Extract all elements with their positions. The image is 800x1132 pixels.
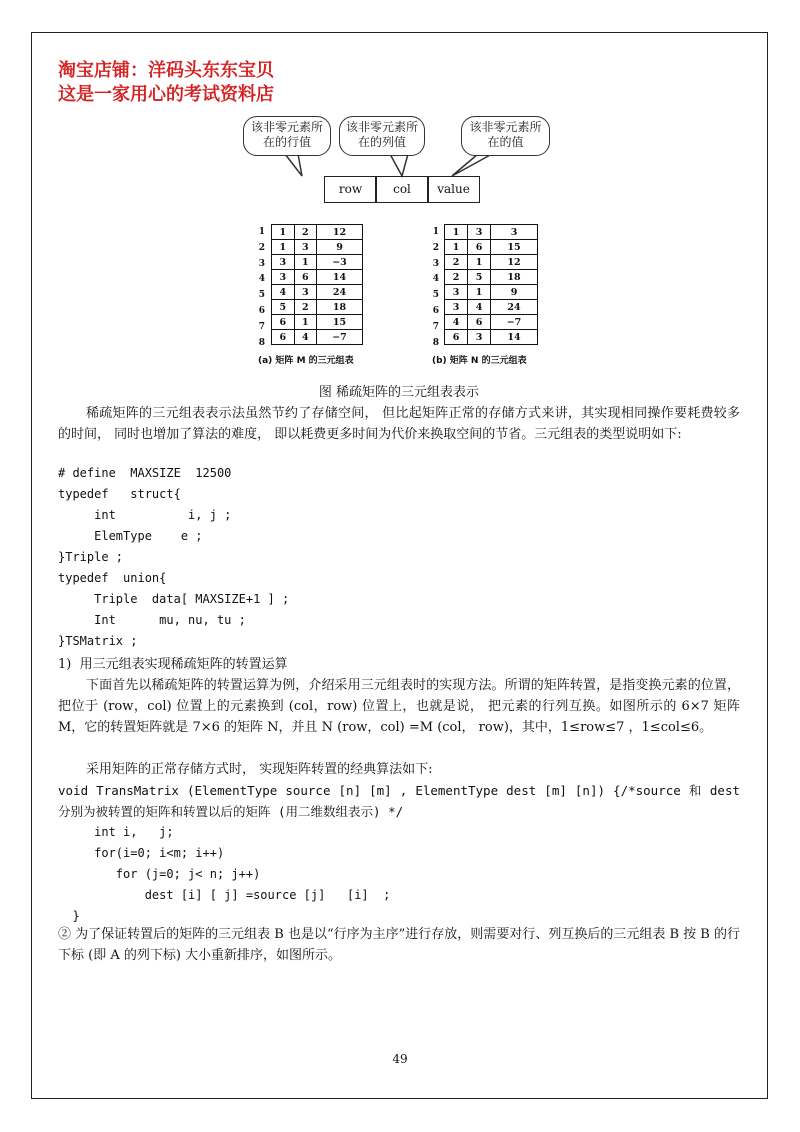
table-cell: 3 [294,240,317,255]
table-cell: 3 [491,225,538,240]
section-heading: 1) 用三元组表实现稀疏矩阵的转置运算 [58,657,288,672]
table-m-caption: (a) 矩阵 M 的三元组表 [258,356,354,366]
table-cell: −7 [317,330,363,345]
table-row [445,300,538,315]
table-row [272,240,363,255]
row-label: 3 [258,258,265,269]
bubble-row: 该非零元素所在的行值 [243,116,331,156]
table-n-row-labels [425,225,439,351]
table-cell: 12 [317,225,363,240]
table-cell: 2 [294,300,317,315]
table-cell: −3 [317,255,363,270]
bubble-col: 该非零元素所在的列值 [339,116,425,156]
code-line: typedef struct{ [58,487,181,501]
table-cell: −7 [491,315,538,330]
code-line: for(i=0; i<m; i++) [58,846,225,860]
table-row [445,255,538,270]
table-cell: 6 [272,330,295,345]
table-cell: 5 [468,270,491,285]
table-cell: 4 [272,285,295,300]
code-line: } [58,909,80,923]
table-cell: 9 [491,285,538,300]
table-cell: 1 [272,240,295,255]
table-cell: 1 [294,255,317,270]
table-row [272,300,363,315]
paragraph-reorder: ② 为了保证转置后的矩阵的三元组表 B 也是以“行序为主序”进行存放，则需要对行、列互换后的三元组表 B 按 B 的行下标 (即 A 的列下标) 大小重新排序，如图所示。 [58,927,740,963]
row-label: 3 [432,258,439,269]
code-line: }TSMatrix ; [58,634,138,648]
table-row [445,285,538,300]
row-label: 6 [258,305,265,316]
table-cell: 1 [445,225,468,240]
table-cell: 18 [491,270,538,285]
code-line: }Triple ; [58,550,124,564]
paragraph-intro: 稀疏矩阵的三元组表表示法虽然节约了存储空间， 但比起矩阵正常的存储方式来讲，其实现相同操作要耗费较多的时间， 同时也增加了算法的难度， 即以耗费更多时间为代价来换取空间的节省。三元组表的类型说明如下: [58,406,740,442]
table-cell: 2 [445,255,468,270]
table-cell: 1 [445,240,468,255]
row-label: 4 [432,274,439,285]
row-label: 7 [258,321,265,332]
shop-ad-line1: 淘宝店铺：洋码头东东宝贝 [58,60,274,81]
table-cell: 15 [317,315,363,330]
code-line: int i, j; [58,825,174,839]
table-row [272,225,363,240]
code-line: # define MAXSIZE 12500 [58,466,232,480]
figure-caption: 图 稀疏矩阵的三元组表表示 [318,385,480,400]
shop-ad-line2: 这是一家用心的考试资料店 [58,84,274,105]
table-cell: 2 [294,225,317,240]
table-cell: 3 [445,285,468,300]
table-n-caption: (b) 矩阵 N 的三元组表 [432,356,527,366]
row-label: 2 [258,242,265,253]
table-cell: 3 [294,285,317,300]
table-row [445,315,538,330]
table-n [444,224,538,345]
table-cell: 4 [294,330,317,345]
row-label: 7 [432,321,439,332]
table-m-row-labels [251,225,265,351]
table-cell: 4 [468,300,491,315]
code-line: int i, j ; [58,508,232,522]
field-value: value [427,176,480,203]
table-cell: 2 [445,270,468,285]
table-row [272,270,363,285]
field-col: col [375,176,429,203]
paragraph-classic: 采用矩阵的正常存储方式时， 实现矩阵转置的经典算法如下: [86,762,433,777]
code-line: dest [i] [ j] =source [j] [i] ; [58,888,391,902]
table-row [445,270,538,285]
row-label: 8 [258,337,265,348]
bubble-value: 该非零元素所在的值 [461,116,550,156]
table-cell: 1 [468,285,491,300]
code-line: ElemType e ; [58,529,203,543]
table-cell: 3 [272,255,295,270]
row-label: 1 [432,227,439,237]
row-label: 5 [258,290,265,301]
table-cell: 3 [468,330,491,345]
row-label: 1 [258,227,265,237]
table-cell: 5 [272,300,295,315]
table-cell: 9 [317,240,363,255]
table-cell: 1 [272,225,295,240]
table-cell: 18 [317,300,363,315]
table-cell: 15 [491,240,538,255]
table-cell: 6 [445,330,468,345]
page-number: 49 [392,1052,408,1066]
table-cell: 14 [317,270,363,285]
table-cell: 4 [445,315,468,330]
table-m [271,224,363,345]
code-line: Int mu, nu, tu ; [58,613,246,627]
code-function-signature: void TransMatrix (ElementType source [n] [m] , ElementType dest [m] [n]) {/*source 和 dest 分别为被转置的矩阵和转置以后的矩阵 (用二维数组表示) */ [58,783,740,819]
code-line: typedef union{ [58,571,167,585]
table-row [272,315,363,330]
table-cell: 24 [491,300,538,315]
row-label: 5 [432,290,439,301]
table-row [445,330,538,345]
table-row [272,285,363,300]
row-label: 4 [258,274,265,285]
table-cell: 6 [272,315,295,330]
row-label: 2 [432,242,439,253]
table-cell: 24 [317,285,363,300]
table-cell: 1 [468,255,491,270]
table-cell: 3 [445,300,468,315]
field-row: row [324,176,377,203]
table-cell: 1 [294,315,317,330]
table-row [272,255,363,270]
table-cell: 3 [272,270,295,285]
row-label: 8 [432,337,439,348]
table-row [272,330,363,345]
row-label: 6 [432,305,439,316]
table-cell: 6 [468,240,491,255]
paragraph-transpose: 下面首先以稀疏矩阵的转置运算为例，介绍采用三元组表时的实现方法。所谓的矩阵转置，是指变换元素的位置，把位于 (row，col) 位置上的元素换到 (col，row) 位置上，也就是说， 把元素的行列互换。如图所示的 6×7 矩阵 M，它的转置矩阵就是 7×6 的矩阵 N，并且 N (row，col) =M (col， row)，其中，1≤row≤7 ，1≤col≤6。 [58,678,741,735]
table-row [445,225,538,240]
table-cell: 12 [491,255,538,270]
table-cell: 3 [468,225,491,240]
code-line: for (j=0; j< n; j++) [58,867,261,881]
code-line: Triple data[ MAXSIZE+1 ] ; [58,592,290,606]
table-cell: 6 [468,315,491,330]
table-row [445,240,538,255]
table-cell: 6 [294,270,317,285]
table-cell: 14 [491,330,538,345]
